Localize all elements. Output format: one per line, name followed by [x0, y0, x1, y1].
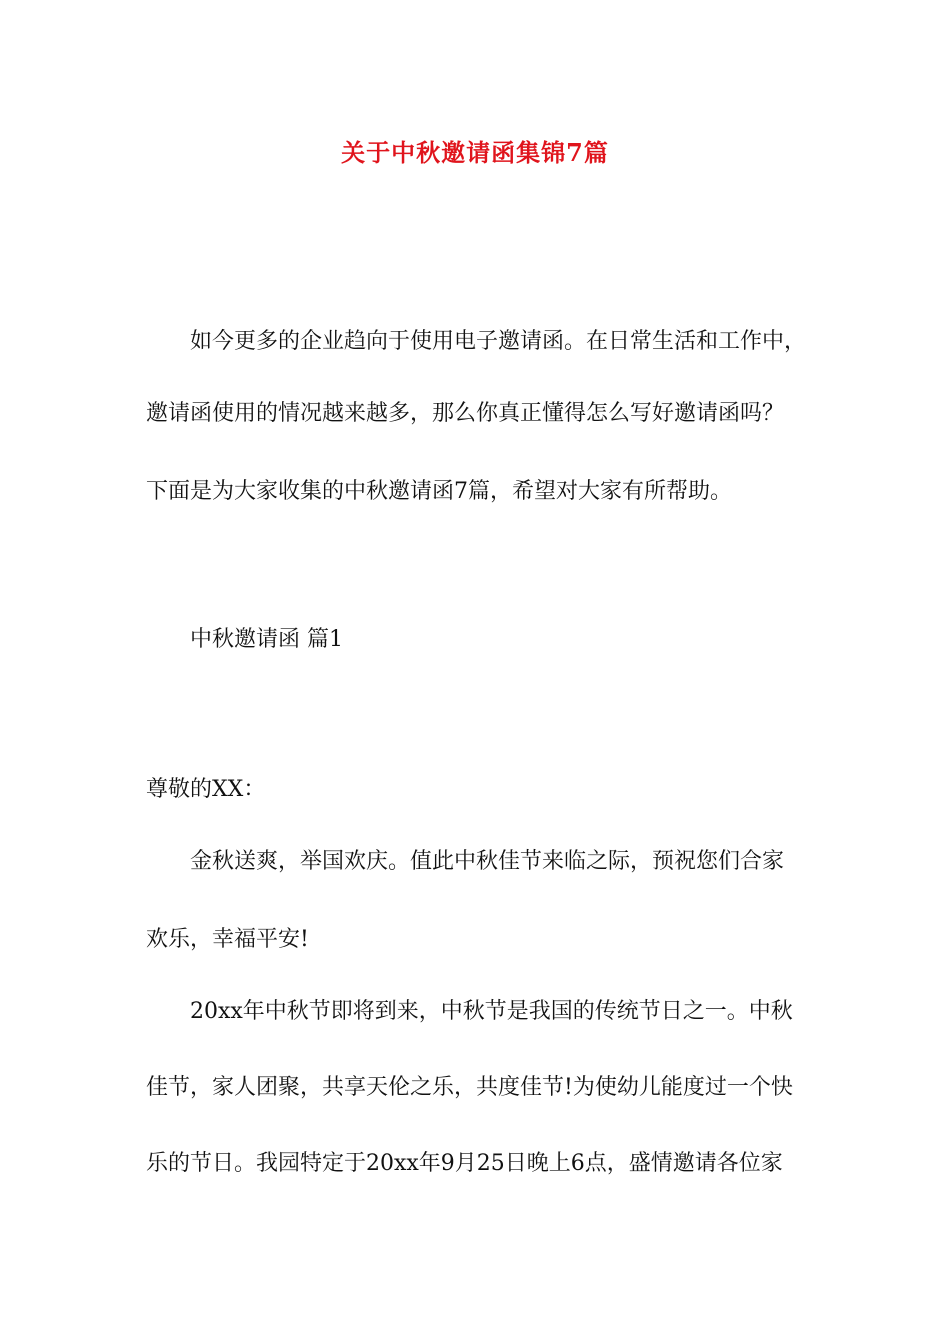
body-line-1: 金秋送爽，举国欢庆。值此中秋佳节来临之际，预祝您们合家: [190, 849, 785, 874]
intro-line-2: 邀请函使用的情况越来越多，那么你真正懂得怎么写好邀请函吗？: [146, 401, 785, 426]
salutation: 尊敬的XX：: [146, 777, 266, 802]
body-line-4: 佳节，家人团聚，共享天伦之乐，共度佳节!为使幼儿能度过一个快: [146, 1075, 793, 1100]
body-line-3: 20xx年中秋节即将到来，中秋节是我国的传统节日之一。中秋: [190, 999, 793, 1024]
section-heading: 中秋邀请函 篇1: [190, 627, 343, 652]
intro-line-1: 如今更多的企业趋向于使用电子邀请函。在日常生活和工作中，: [190, 329, 807, 354]
body-line-5: 乐的节日。我园特定于20xx年9月25日晚上6点，盛情邀请各位家: [146, 1151, 783, 1176]
body-line-2: 欢乐，幸福平安!: [146, 927, 309, 952]
document-title: 关于中秋邀请函集锦7篇: [341, 138, 609, 167]
intro-line-3: 下面是为大家收集的中秋邀请函7篇，希望对大家有所帮助。: [146, 479, 732, 504]
